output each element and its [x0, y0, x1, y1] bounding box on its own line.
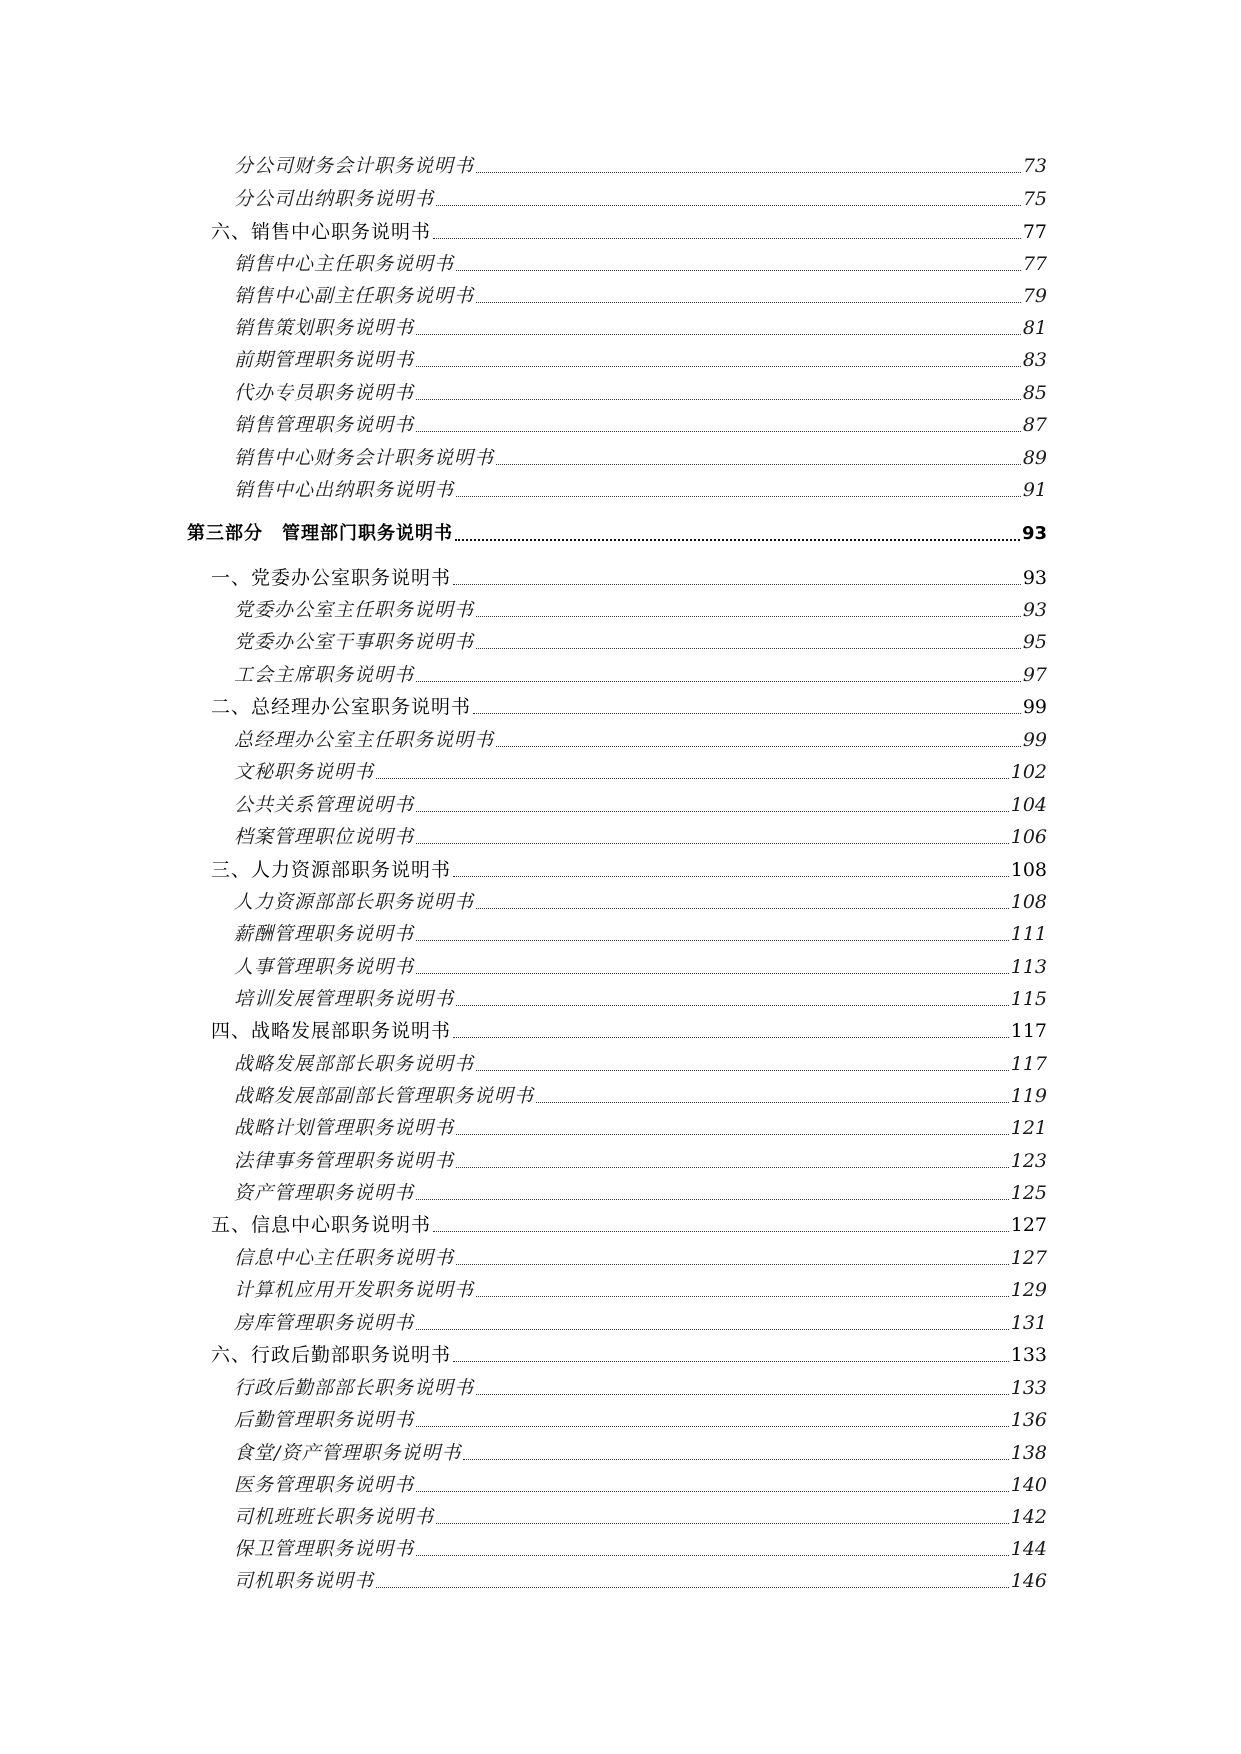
toc-entry-page-number: 87 — [1022, 414, 1047, 436]
toc-entry-page-number: 125 — [1010, 1182, 1047, 1204]
toc-entry-title: 党委办公室干事职务说明书 — [234, 631, 475, 653]
toc-subsection-entry[interactable] — [234, 760, 1047, 784]
toc-dot-leader — [376, 777, 1009, 779]
toc-entry-title: 总经理办公室主任职务说明书 — [234, 729, 495, 751]
toc-subsection-entry[interactable] — [234, 1376, 1047, 1400]
toc-dot-leader — [456, 495, 1021, 497]
toc-dot-leader — [453, 583, 1021, 585]
toc-entry-title: 工会主席职务说明书 — [234, 664, 415, 686]
toc-entry-title: 战略发展部副部长管理职务说明书 — [234, 1085, 535, 1107]
toc-entry-title: 司机班班长职务说明书 — [234, 1506, 435, 1528]
toc-subsection-entry[interactable] — [234, 252, 1047, 276]
toc-entry-page-number: 79 — [1022, 285, 1047, 307]
toc-subsection-entry[interactable] — [234, 348, 1047, 372]
toc-dot-leader — [416, 398, 1021, 400]
toc-entry-title: 资产管理职务说明书 — [234, 1182, 415, 1204]
toc-entry-page-number: 123 — [1010, 1150, 1047, 1172]
toc-dot-leader — [476, 907, 1009, 909]
toc-entry-page-number: 129 — [1010, 1279, 1047, 1301]
toc-entry-page-number: 93 — [1022, 567, 1047, 589]
toc-entry-title: 前期管理职务说明书 — [234, 349, 415, 371]
toc-dot-leader — [456, 1133, 1009, 1135]
toc-entry-title: 保卫管理职务说明书 — [234, 1538, 415, 1560]
toc-dot-leader — [476, 1295, 1009, 1297]
toc-entry-title: 三、人力资源部职务说明书 — [211, 859, 452, 881]
toc-entry-page-number: 121 — [1010, 1117, 1047, 1139]
toc-dot-leader — [436, 1522, 1009, 1524]
toc-entry-page-number: 99 — [1022, 696, 1047, 718]
toc-entry-page-number: 127 — [1010, 1214, 1047, 1236]
toc-subsection-entry[interactable] — [234, 187, 1047, 211]
toc-dot-leader — [416, 365, 1021, 367]
toc-dot-leader — [416, 680, 1021, 682]
toc-dot-leader — [376, 1586, 1009, 1588]
toc-dot-leader — [416, 1198, 1009, 1200]
toc-subsection-entry[interactable] — [234, 1149, 1047, 1173]
toc-dot-leader — [433, 1230, 1009, 1232]
toc-subsection-entry[interactable] — [234, 987, 1047, 1011]
toc-entry-title: 第三部分 管理部门职务说明书 — [187, 523, 453, 544]
toc-dot-leader — [476, 615, 1021, 617]
toc-entry-title: 档案管理职位说明书 — [234, 826, 415, 848]
toc-subsection-entry[interactable] — [234, 1537, 1047, 1561]
toc-entry-title: 分公司财务会计职务说明书 — [234, 155, 475, 177]
toc-entry-page-number: 108 — [1010, 859, 1047, 881]
toc-entry-title: 一、党委办公室职务说明书 — [211, 567, 452, 589]
toc-subsection-entry[interactable] — [234, 446, 1047, 470]
toc-dot-leader — [476, 647, 1021, 649]
toc-section-entry[interactable] — [211, 220, 1047, 244]
toc-entry-page-number: 99 — [1022, 729, 1047, 751]
toc-entry-title: 四、战略发展部职务说明书 — [211, 1020, 452, 1042]
toc-entry-title: 行政后勤部部长职务说明书 — [234, 1377, 475, 1399]
toc-entry-page-number: 140 — [1010, 1474, 1047, 1496]
toc-section-entry[interactable] — [211, 1343, 1047, 1367]
toc-subsection-entry[interactable] — [234, 630, 1047, 654]
toc-entry-page-number: 95 — [1022, 631, 1047, 653]
toc-entry-page-number: 146 — [1010, 1570, 1047, 1592]
toc-section-entry[interactable] — [211, 1019, 1047, 1043]
toc-entry-page-number: 106 — [1010, 826, 1047, 848]
toc-entry-page-number: 119 — [1010, 1085, 1047, 1107]
toc-entry-page-number: 133 — [1010, 1344, 1047, 1366]
toc-subsection-entry[interactable] — [234, 793, 1047, 817]
toc-subsection-entry[interactable] — [234, 1116, 1047, 1140]
toc-dot-leader — [416, 972, 1009, 974]
toc-dot-leader — [416, 1425, 1009, 1427]
toc-subsection-entry[interactable] — [234, 478, 1047, 502]
toc-entry-page-number: 111 — [1010, 923, 1047, 945]
toc-subsection-entry[interactable] — [234, 1246, 1047, 1270]
toc-dot-leader — [453, 1036, 1009, 1038]
toc-dot-leader — [416, 333, 1021, 335]
toc-dot-leader — [456, 269, 1021, 271]
toc-dot-leader — [496, 463, 1021, 465]
toc-entry-title: 战略发展部部长职务说明书 — [234, 1053, 475, 1075]
toc-subsection-entry[interactable] — [234, 1473, 1047, 1497]
toc-subsection-entry[interactable] — [234, 825, 1047, 849]
toc-section-entry[interactable] — [211, 1213, 1047, 1237]
toc-entry-title: 信息中心主任职务说明书 — [234, 1247, 455, 1269]
toc-entry-title: 司机职务说明书 — [234, 1570, 375, 1592]
toc-entry-title: 战略计划管理职务说明书 — [234, 1117, 455, 1139]
toc-subsection-entry[interactable] — [234, 1441, 1047, 1465]
toc-entry-page-number: 83 — [1022, 349, 1047, 371]
toc-entry-title: 销售中心财务会计职务说明书 — [234, 447, 495, 469]
toc-subsection-entry[interactable] — [234, 381, 1047, 405]
toc-entry-title: 销售策划职务说明书 — [234, 317, 415, 339]
toc-subsection-entry[interactable] — [234, 284, 1047, 308]
toc-dot-leader — [536, 1101, 1009, 1103]
toc-dot-leader — [416, 810, 1009, 812]
toc-entry-page-number: 115 — [1010, 988, 1047, 1010]
toc-entry-title: 房库管理职务说明书 — [234, 1312, 415, 1334]
toc-entry-page-number: 117 — [1010, 1020, 1047, 1042]
toc-subsection-entry[interactable] — [234, 955, 1047, 979]
toc-subsection-entry[interactable] — [234, 1084, 1047, 1108]
toc-entry-page-number: 104 — [1010, 794, 1047, 816]
toc-entry-page-number: 97 — [1022, 664, 1047, 686]
toc-entry-page-number: 138 — [1010, 1442, 1047, 1464]
toc-subsection-entry[interactable] — [234, 1408, 1047, 1432]
toc-dot-leader — [463, 1458, 1008, 1460]
toc-entry-page-number: 142 — [1010, 1506, 1047, 1528]
toc-entry-title: 公共关系管理说明书 — [234, 794, 415, 816]
toc-dot-leader — [455, 538, 1020, 541]
toc-entry-page-number: 81 — [1022, 317, 1047, 339]
toc-entry-title: 培训发展管理职务说明书 — [234, 988, 455, 1010]
toc-entry-title: 代办专员职务说明书 — [234, 382, 415, 404]
toc-subsection-entry[interactable] — [234, 728, 1047, 752]
toc-entry-title: 计算机应用开发职务说明书 — [234, 1279, 475, 1301]
toc-entry-title: 六、销售中心职务说明书 — [211, 221, 432, 243]
toc-subsection-entry[interactable] — [234, 1278, 1047, 1302]
toc-dot-leader — [456, 1166, 1009, 1168]
toc-entry-page-number: 144 — [1010, 1538, 1047, 1560]
toc-entry-page-number: 77 — [1022, 221, 1047, 243]
toc-section-entry[interactable] — [211, 858, 1047, 882]
toc-section-entry[interactable] — [211, 566, 1047, 590]
toc-subsection-entry[interactable] — [234, 1569, 1047, 1593]
toc-subsection-entry[interactable] — [234, 316, 1047, 340]
toc-entry-title: 法律事务管理职务说明书 — [234, 1150, 455, 1172]
toc-dot-leader — [476, 171, 1021, 173]
toc-entry-title: 分公司出纳职务说明书 — [234, 188, 435, 210]
toc-entry-page-number: 73 — [1022, 155, 1047, 177]
toc-dot-leader — [433, 237, 1021, 239]
toc-entry-page-number: 113 — [1010, 956, 1047, 978]
toc-entry-page-number: 108 — [1010, 891, 1047, 913]
toc-dot-leader — [456, 1004, 1009, 1006]
toc-dot-leader — [476, 1393, 1009, 1395]
toc-subsection-entry[interactable] — [234, 154, 1047, 178]
toc-section-entry[interactable] — [211, 695, 1047, 719]
toc-entry-title: 党委办公室主任职务说明书 — [234, 599, 475, 621]
toc-dot-leader — [416, 1554, 1009, 1556]
toc-entry-page-number: 133 — [1010, 1377, 1047, 1399]
toc-entry-page-number: 102 — [1010, 761, 1047, 783]
toc-entry-title: 二、总经理办公室职务说明书 — [211, 696, 472, 718]
toc-entry-page-number: 75 — [1022, 188, 1047, 210]
toc-entry-page-number: 117 — [1010, 1053, 1047, 1075]
toc-entry-title: 后勤管理职务说明书 — [234, 1409, 415, 1431]
toc-entry-title: 文秘职务说明书 — [234, 761, 375, 783]
toc-entry-title: 人事管理职务说明书 — [234, 956, 415, 978]
toc-part-heading[interactable] — [187, 522, 1047, 546]
toc-subsection-entry[interactable] — [234, 1052, 1047, 1076]
toc-entry-title: 薪酬管理职务说明书 — [234, 923, 415, 945]
toc-subsection-entry[interactable] — [234, 890, 1047, 914]
toc-entry-title: 五、信息中心职务说明书 — [211, 1214, 432, 1236]
toc-entry-title: 六、行政后勤部职务说明书 — [211, 1344, 452, 1366]
toc-entry-title: 销售中心主任职务说明书 — [234, 253, 455, 275]
toc-dot-leader — [473, 712, 1021, 714]
toc-subsection-entry[interactable] — [234, 1311, 1047, 1335]
toc-dot-leader — [453, 875, 1009, 877]
toc-dot-leader — [416, 430, 1021, 432]
toc-entry-page-number: 93 — [1021, 523, 1047, 544]
toc-entry-page-number: 93 — [1022, 599, 1047, 621]
toc-dot-leader — [436, 204, 1021, 206]
toc-entry-title: 销售中心副主任职务说明书 — [234, 285, 475, 307]
toc-entry-page-number: 91 — [1022, 479, 1047, 501]
toc-dot-leader — [416, 1490, 1009, 1492]
toc-dot-leader — [476, 301, 1021, 303]
toc-entry-page-number: 131 — [1010, 1312, 1047, 1334]
toc-entry-title: 食堂/资产管理职务说明书 — [234, 1442, 462, 1464]
toc-subsection-entry[interactable] — [234, 413, 1047, 437]
toc-subsection-entry[interactable] — [234, 922, 1047, 946]
toc-entry-title: 医务管理职务说明书 — [234, 1474, 415, 1496]
toc-dot-leader — [453, 1360, 1009, 1362]
toc-subsection-entry[interactable] — [234, 663, 1047, 687]
toc-dot-leader — [456, 1263, 1009, 1265]
toc-subsection-entry[interactable] — [234, 598, 1047, 622]
toc-entry-page-number: 77 — [1022, 253, 1047, 275]
toc-entry-page-number: 127 — [1010, 1247, 1047, 1269]
toc-entry-title: 销售管理职务说明书 — [234, 414, 415, 436]
toc-dot-leader — [416, 842, 1009, 844]
toc-subsection-entry[interactable] — [234, 1505, 1047, 1529]
toc-subsection-entry[interactable] — [234, 1181, 1047, 1205]
toc-entry-title: 销售中心出纳职务说明书 — [234, 479, 455, 501]
toc-entry-page-number: 89 — [1022, 447, 1047, 469]
toc-dot-leader — [476, 1069, 1009, 1071]
toc-dot-leader — [416, 1328, 1009, 1330]
toc-dot-leader — [496, 745, 1021, 747]
toc-entry-page-number: 85 — [1022, 382, 1047, 404]
toc-dot-leader — [416, 939, 1009, 941]
toc-entry-title: 人力资源部部长职务说明书 — [234, 891, 475, 913]
toc-entry-page-number: 136 — [1010, 1409, 1047, 1431]
